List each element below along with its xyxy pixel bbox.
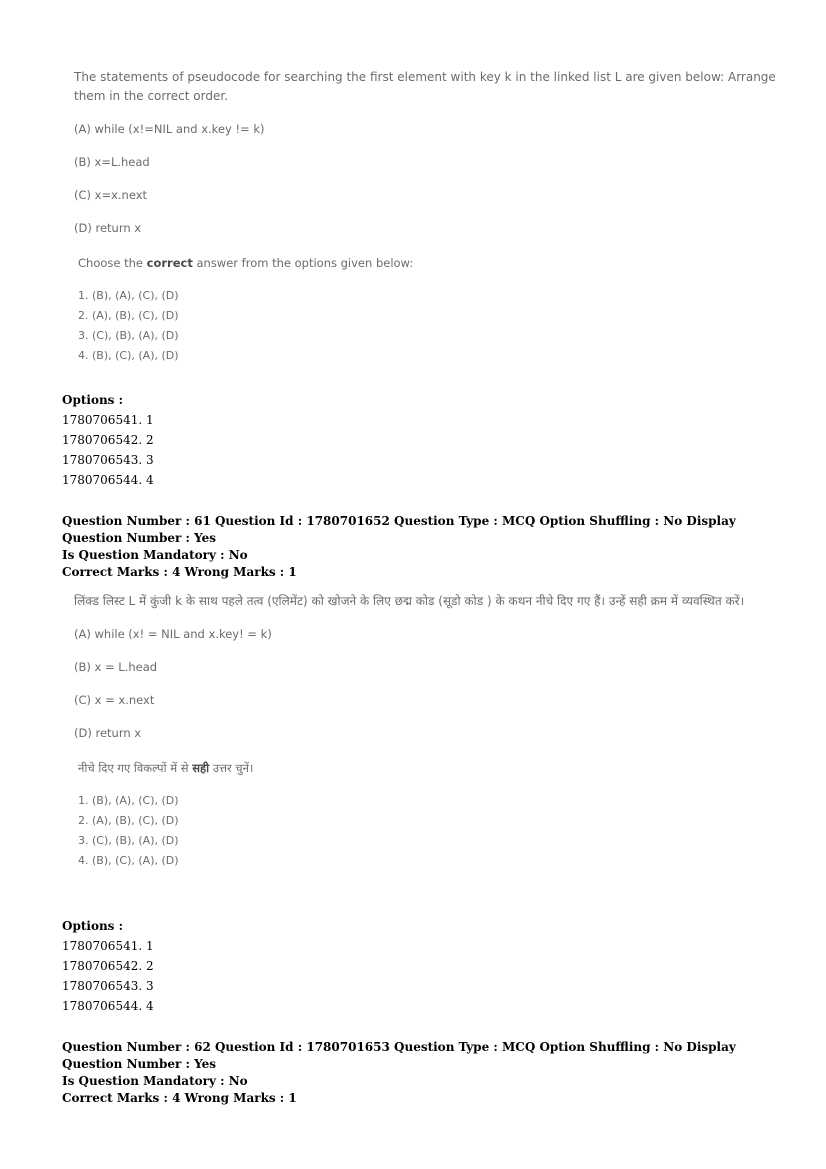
option-id-3: 1780706543. 3 bbox=[62, 979, 154, 993]
statement-c: (C) x=x.next bbox=[74, 188, 148, 202]
options-label: Options : bbox=[62, 393, 124, 407]
question-stem: लिंक्ड लिस्ट L में कुंजी k के साथ पहले तत्व (एलिमेंट) को खोजने के लिए छद्म कोड (सूडो कोड ) के कथन नीचे दिए गए हैं। उन्हें सही क्रम में व्यवस्थित करें। bbox=[74, 594, 745, 608]
choose-instruction: नीचे दिए गए विकल्पों में से सही उत्तर चुनें। bbox=[78, 761, 254, 775]
choose-instruction: Choose the correct answer from the options given below: bbox=[78, 256, 414, 270]
question-60-content bbox=[62, 68, 782, 366]
statement-b: (B) x=L.head bbox=[74, 155, 150, 169]
answer-choice-3: 3. (C), (B), (A), (D) bbox=[78, 834, 179, 847]
answer-choice-2: 2. (A), (B), (C), (D) bbox=[78, 814, 179, 827]
answer-choice-1: 1. (B), (A), (C), (D) bbox=[78, 794, 179, 807]
statement-a: (A) while (x! = NIL and x.key! = k) bbox=[74, 627, 272, 641]
mandatory-line: Is Question Mandatory : No bbox=[62, 548, 248, 562]
option-id-4: 1780706544. 4 bbox=[62, 999, 154, 1013]
question-stem: The statements of pseudocode for searching the first element with key k in the linked list L are given below: Arrange them in the correct order. bbox=[74, 70, 776, 103]
option-id-1: 1780706541. 1 bbox=[62, 939, 154, 953]
option-id-3: 1780706543. 3 bbox=[62, 453, 154, 467]
question-61-content bbox=[62, 592, 782, 871]
statement-c: (C) x = x.next bbox=[74, 693, 155, 707]
question-meta-line: Question Number : 61 Question Id : 1780701652 Question Type : MCQ Option Shuffling : No Display Question Number : Yes bbox=[62, 514, 736, 545]
options-label: Options : bbox=[62, 919, 124, 933]
statement-d: (D) return x bbox=[74, 221, 142, 235]
question-meta-line: Question Number : 62 Question Id : 1780701653 Question Type : MCQ Option Shuffling : No Display Question Number : Yes bbox=[62, 1040, 736, 1071]
statement-a: (A) while (x!=NIL and x.key != k) bbox=[74, 122, 265, 136]
answer-choice-3: 3. (C), (B), (A), (D) bbox=[78, 329, 179, 342]
question-62-header bbox=[62, 1039, 792, 1107]
statement-b: (B) x = L.head bbox=[74, 660, 158, 674]
marks-line: Correct Marks : 4 Wrong Marks : 1 bbox=[62, 1091, 297, 1105]
answer-choice-1: 1. (B), (A), (C), (D) bbox=[78, 289, 179, 302]
option-id-4: 1780706544. 4 bbox=[62, 473, 154, 487]
statement-d: (D) return x bbox=[74, 726, 142, 740]
question-61-header bbox=[62, 513, 792, 581]
answer-choice-2: 2. (A), (B), (C), (D) bbox=[78, 309, 179, 322]
answer-choice-4: 4. (B), (C), (A), (D) bbox=[78, 854, 179, 867]
option-id-2: 1780706542. 2 bbox=[62, 959, 154, 973]
option-id-2: 1780706542. 2 bbox=[62, 433, 154, 447]
options-list-60 bbox=[62, 390, 154, 490]
mandatory-line: Is Question Mandatory : No bbox=[62, 1074, 248, 1088]
option-id-1: 1780706541. 1 bbox=[62, 413, 154, 427]
answer-choice-4: 4. (B), (C), (A), (D) bbox=[78, 349, 179, 362]
marks-line: Correct Marks : 4 Wrong Marks : 1 bbox=[62, 565, 297, 579]
options-list-61 bbox=[62, 916, 154, 1016]
